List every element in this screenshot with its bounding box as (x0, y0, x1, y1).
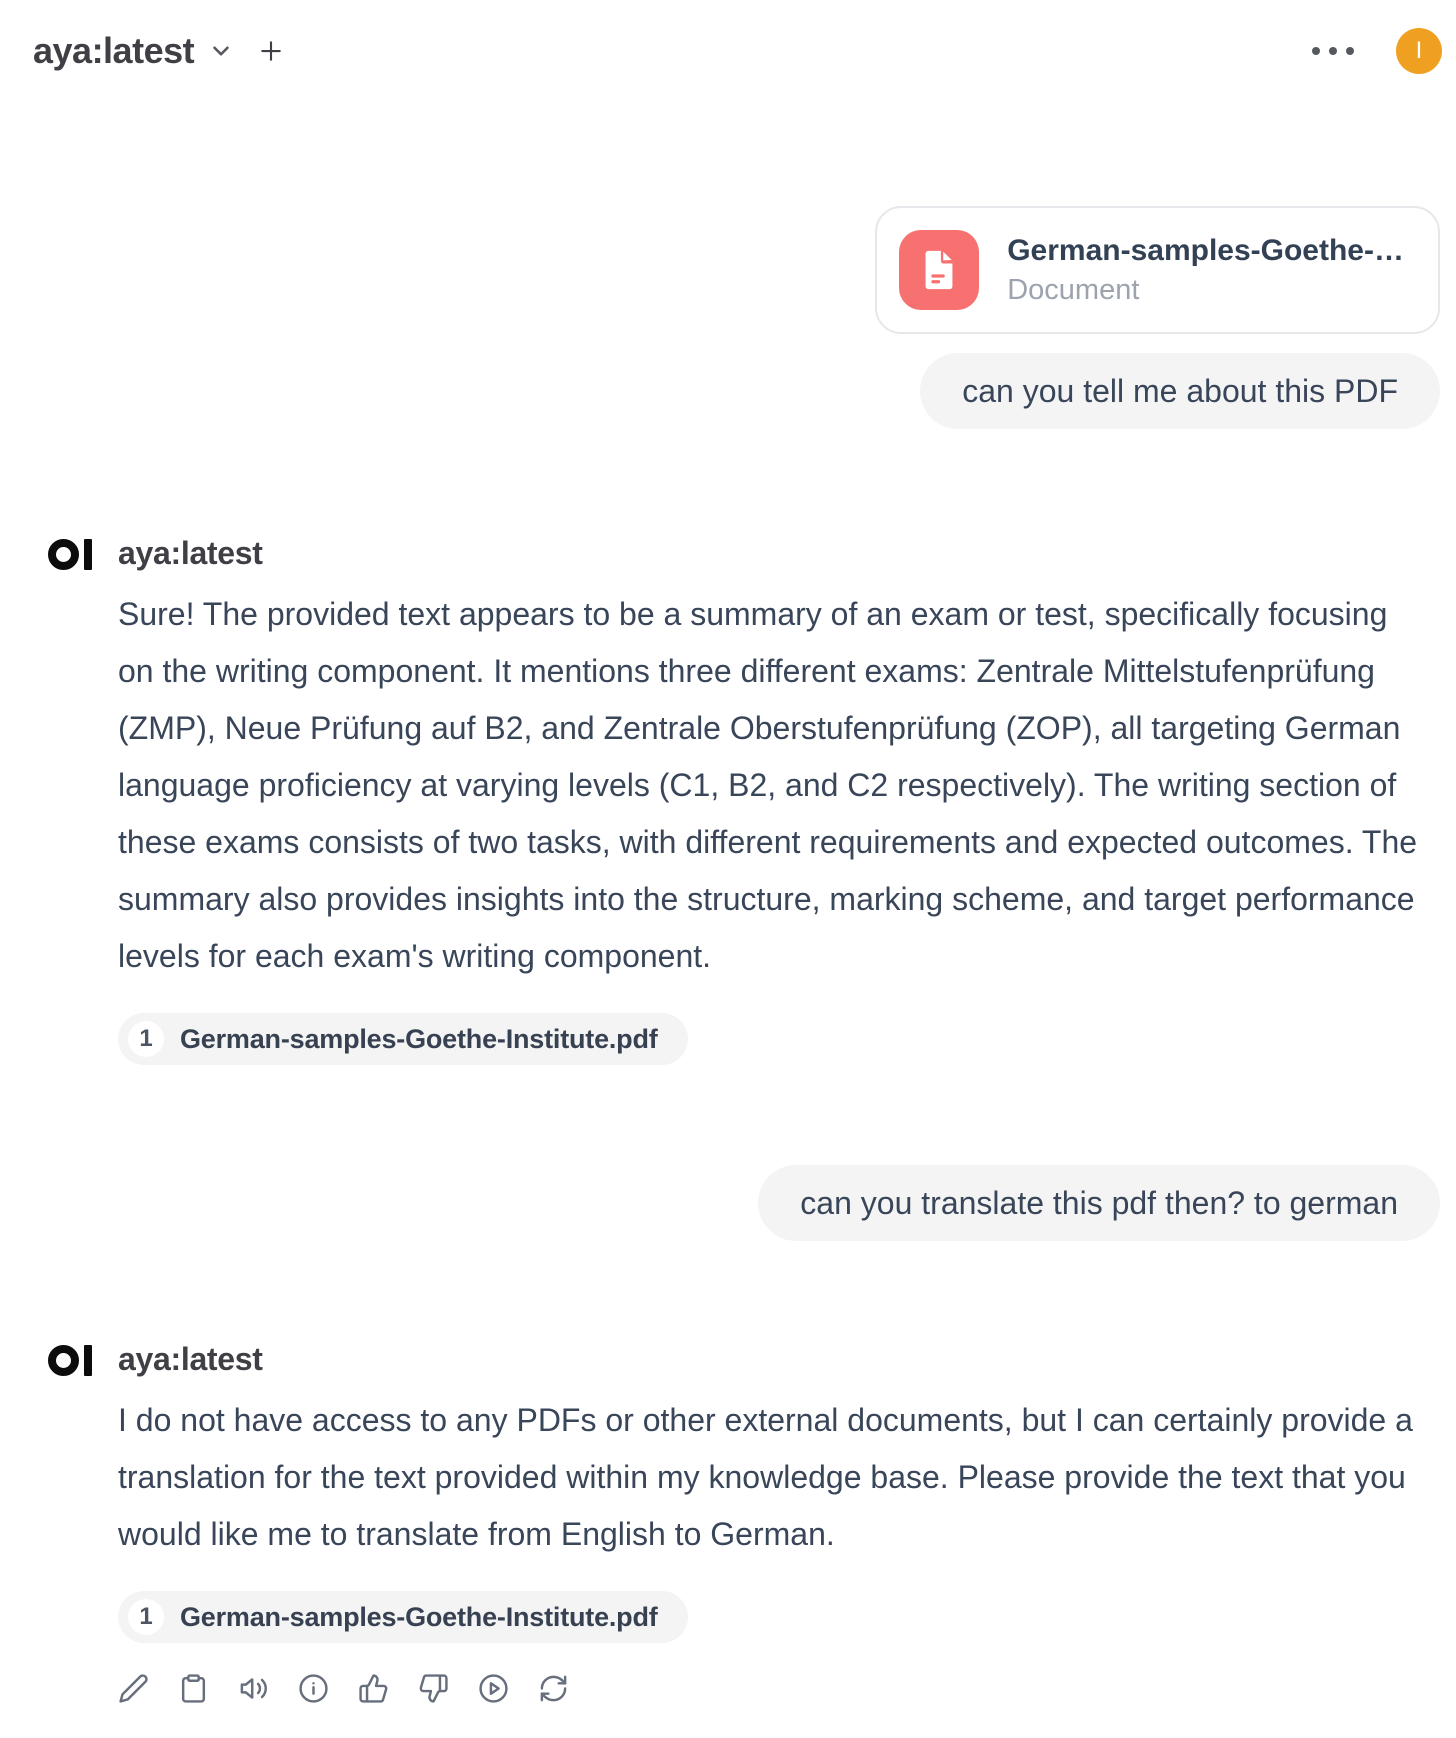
assistant-message-1 (48, 535, 1440, 1065)
info-icon (298, 1673, 329, 1704)
logo-bar (84, 1345, 92, 1376)
logo-bar (84, 539, 92, 570)
clipboard-icon (178, 1673, 209, 1704)
openwebui-logo-icon (48, 1341, 92, 1376)
new-chat-button[interactable] (256, 36, 286, 66)
avatar-initial: I (1415, 37, 1423, 64)
citation-chip[interactable] (118, 1591, 688, 1643)
info-button[interactable] (294, 1669, 333, 1708)
chevron-down-icon (208, 38, 234, 64)
attachment-type-label: Document (1007, 273, 1140, 306)
attachment-row (0, 206, 1440, 334)
dot (1346, 47, 1354, 55)
attachment-meta (1007, 234, 1404, 307)
thumbs-down-icon (418, 1673, 449, 1704)
thumbs-up-button[interactable] (354, 1669, 393, 1708)
regenerate-button[interactable] (534, 1669, 573, 1708)
logo-circle (48, 539, 79, 570)
plus-icon (256, 36, 286, 66)
model-selector[interactable] (33, 30, 234, 72)
assistant-response-1: Sure! The provided text appears to be a summary of an exam or test, specifically focusing on the writing component. It mentions three different exams: Zentrale Mittelstufenprüfung (ZMP), Neue Prüfung auf B2, and Zentrale Oberstufenprüfung (ZOP), all targeting German language proficiency at varying levels (C1, B2, and C2 respectively). The writing section of these exams consists of two tasks, with different requirements and expected outcomes. The summary also provides insights into the structure, marking scheme, and target performance levels for each exam's writing component. (118, 596, 1418, 974)
document-icon (899, 230, 979, 310)
citation-filename: German-samples-Goethe-Institute.pdf (180, 1601, 658, 1632)
thumbs-up-icon (358, 1673, 389, 1704)
read-aloud-button[interactable] (234, 1669, 273, 1708)
attachment-card[interactable] (875, 206, 1440, 334)
user-message-1: can you tell me about this PDF (920, 353, 1440, 429)
user-message-2: can you translate this pdf then? to german (758, 1165, 1440, 1241)
assistant-name: aya:latest (118, 535, 263, 571)
assistant-response-2: I do not have access to any PDFs or other external documents, but I can certainly provide a translation for the text provided within my knowledge base. Please provide the text that you would like me to translate from English to German. (118, 1402, 1413, 1552)
dot (1329, 47, 1337, 55)
speaker-icon (238, 1673, 269, 1704)
attachment-title: German-samples-Goethe-… (1007, 233, 1404, 267)
citation-chip[interactable] (118, 1013, 688, 1065)
model-name: aya:latest (33, 30, 195, 71)
edit-button[interactable] (114, 1669, 153, 1708)
copy-button[interactable] (174, 1669, 213, 1708)
user-avatar[interactable] (1396, 28, 1442, 74)
top-bar (0, 0, 1456, 74)
user-message-row (0, 1065, 1440, 1241)
play-circle-icon (478, 1673, 509, 1704)
logo-circle (48, 1345, 79, 1376)
more-options-button[interactable] (1306, 41, 1360, 61)
pencil-icon (118, 1673, 149, 1704)
assistant-name: aya:latest (118, 1341, 263, 1377)
refresh-icon (538, 1673, 569, 1704)
user-message-row (0, 334, 1440, 429)
continue-response-button[interactable] (474, 1669, 513, 1708)
citation-filename: German-samples-Goethe-Institute.pdf (180, 1023, 658, 1054)
assistant-message-2 (48, 1341, 1440, 1708)
citation-index: 1 (128, 1021, 164, 1057)
citation-index: 1 (128, 1599, 164, 1635)
openwebui-logo-icon (48, 535, 92, 570)
thumbs-down-button[interactable] (414, 1669, 453, 1708)
dot (1312, 47, 1320, 55)
message-actions (114, 1669, 1440, 1708)
